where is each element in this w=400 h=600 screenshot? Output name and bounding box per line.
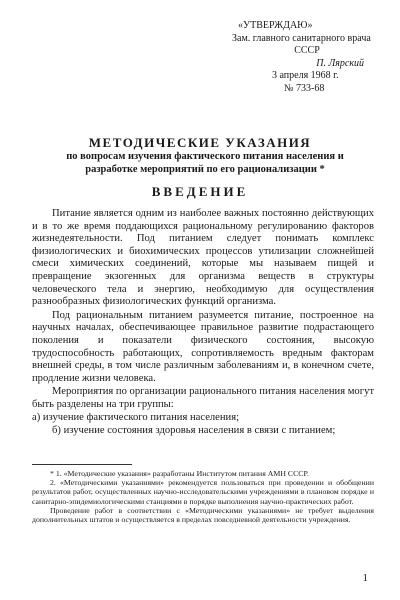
section-heading: ВВЕДЕНИЕ bbox=[151, 184, 249, 199]
footnote-3: Проведение работ в соответствии с «Методическими указаниями» не требует выделения дополнительных штатов и осуществляется в пределах повседневной деятельности учреждения. bbox=[32, 505, 374, 525]
page-number: 1 bbox=[362, 572, 368, 584]
document-subtitle: по вопросам изучения фактического питания населения и разработке мероприятий по его рационализации * bbox=[66, 151, 344, 175]
paragraph-1: Питание является одним из наиболее важных постоянно действующих и в то же время поддающихся рациональному регулированию факторов жизнедеятельности. Под питанием следует понимать комплекс физиологических и биохимических процессов утилизации сложнейшей смеси химических соединений, которые мы называем пищей и превращение экзогенных для организма веществ в структуры человеческого тела и энергию, необходимую для осуществления разнообразных физиологических функций организма. bbox=[32, 208, 374, 308]
approval-block bbox=[232, 20, 382, 95]
footnotes bbox=[32, 464, 374, 524]
approval-country: СССР bbox=[294, 45, 320, 56]
approval-date: 3 апреля 1968 г. bbox=[272, 70, 339, 81]
list-item-b: б) изучение состояния здоровья населения в связи с питанием; bbox=[52, 425, 336, 437]
footnote-1: * 1. «Методические указания» разработаны Институтом питания АМН СССР. bbox=[50, 469, 309, 478]
list-item-a: а) изучение фактического питания населения; bbox=[32, 411, 240, 423]
footnote-2: 2. «Методическими указаниями» рекомендуется пользоваться при проведении и обобщении результатов работ, осуществленных научно-исследовательскими учреждениями в плановом порядке и санитарно-эпидемиологическими станциями в порядке выполнения научно-практических работ. bbox=[32, 478, 374, 506]
document-title: МЕТОДИЧЕСКИЕ УКАЗАНИЯ bbox=[88, 135, 312, 150]
paragraph-2: Под рациональным питанием разумеется питание, построенное на научных началах, обеспечивающее правильное развитие подрастающего поколения и показатели физического состояния, высокую трудоспособность работающих, сопротивляемость вредным факторам внешней среды, в том числе различным заболеваниям и, в конечном счете, продление жизни человека. bbox=[32, 309, 374, 384]
body-text bbox=[32, 208, 374, 438]
paragraph-3: Мероприятия по организации рационального питания населения могут быть разделены на три группы: bbox=[32, 386, 374, 410]
footnote-divider bbox=[32, 464, 132, 465]
approval-signatory: П. Лярский bbox=[316, 57, 364, 69]
approval-heading: «УТВЕРЖДАЮ» bbox=[238, 20, 313, 31]
approval-number: № 733-68 bbox=[284, 82, 325, 94]
approval-position: Зам. главного санитарного врача bbox=[232, 32, 371, 44]
